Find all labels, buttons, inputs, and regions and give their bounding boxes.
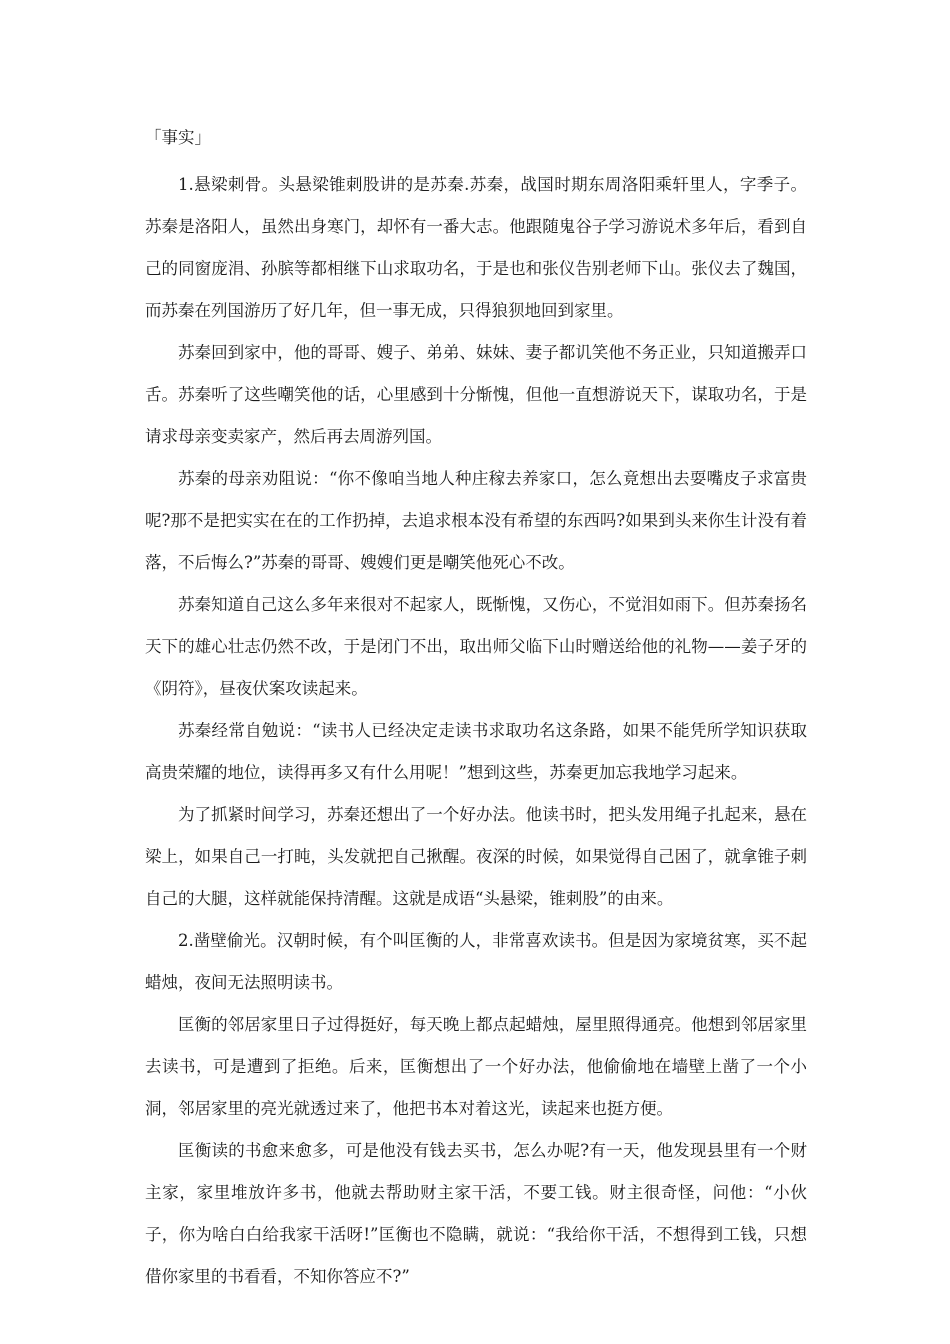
paragraph: 苏秦回到家中，他的哥哥、嫂子、弟弟、妹妹、妻子都讥笑他不务正业，只知道搬弄口舌。苏秦听了这些嘲笑他的话，心里感到十分惭愧，但他一直想游说天下，谋取功名，于是请求母亲变卖家产，然后再去周游列国。: [145, 343, 807, 446]
paragraph: 匡衡读的书愈来愈多，可是他没有钱去买书，怎么办呢?有一天，他发现县里有一个财主家，家里堆放许多书，他就去帮助财主家干活，不要工钱。财主很奇怪，问他：“小伙子，你为啥白白给我家干活呀!”匡衡也不隐瞒，就说：“我给你干活，不想得到工钱，只想借你家里的书看看，不知你答应不?”: [145, 1141, 807, 1286]
paragraph: 匡衡的邻居家里日子过得挺好，每天晚上都点起蜡烛，屋里照得通亮。他想到邻居家里去读书，可是遭到了拒绝。后来，匡衡想出了一个好办法，他偷偷地在墙壁上凿了一个小洞，邻居家里的亮光就透过来了，他把书本对着这光，读起来也挺方便。: [145, 1015, 807, 1118]
paragraph: 苏秦的母亲劝阻说：“你不像咱当地人种庄稼去养家口，怎么竟想出去耍嘴皮子求富贵呢?那不是把实实在在的工作扔掉，去追求根本没有希望的东西吗?如果到头来你生计没有着落，不后悔么?”苏秦的哥哥、嫂嫂们更是嘲笑他死心不改。: [145, 469, 807, 572]
document-body: [145, 120, 807, 1298]
paragraph: 苏秦知道自己这么多年来很对不起家人，既惭愧，又伤心，不觉泪如雨下。但苏秦扬名天下的雄心壮志仍然不改，于是闭门不出，取出师父临下山时赠送给他的礼物——姜子牙的《阴符》，昼夜伏案攻读起来。: [145, 595, 807, 698]
section-title: 「事实」: [145, 128, 211, 147]
paragraph: 2.凿壁偷光。汉朝时候，有个叫匡衡的人，非常喜欢读书。但是因为家境贫寒，买不起蜡烛，夜间无法照明读书。: [145, 931, 807, 992]
paragraph: 苏秦经常自勉说：“读书人已经决定走读书求取功名这条路，如果不能凭所学知识获取高贵荣耀的地位，读得再多又有什么用呢！”想到这些，苏秦更加忘我地学习起来。: [145, 721, 807, 782]
paragraph: 为了抓紧时间学习，苏秦还想出了一个好办法。他读书时，把头发用绳子扎起来，悬在梁上，如果自己一打盹，头发就把自己揪醒。夜深的时候，如果觉得自己困了，就拿锥子刺自己的大腿，这样就能保持清醒。这就是成语“头悬梁，锥刺股”的由来。: [145, 805, 807, 908]
paragraph: 1.悬梁刺骨。头悬梁锥刺股讲的是苏秦.苏秦，战国时期东周洛阳乘轩里人，字季子。苏秦是洛阳人，虽然出身寒门，却怀有一番大志。他跟随鬼谷子学习游说术多年后，看到自己的同窗庞涓、孙膑等都相继下山求取功名，于是也和张仪告别老师下山。张仪去了魏国，而苏秦在列国游历了好几年，但一事无成，只得狼狈地回到家里。: [145, 175, 807, 320]
